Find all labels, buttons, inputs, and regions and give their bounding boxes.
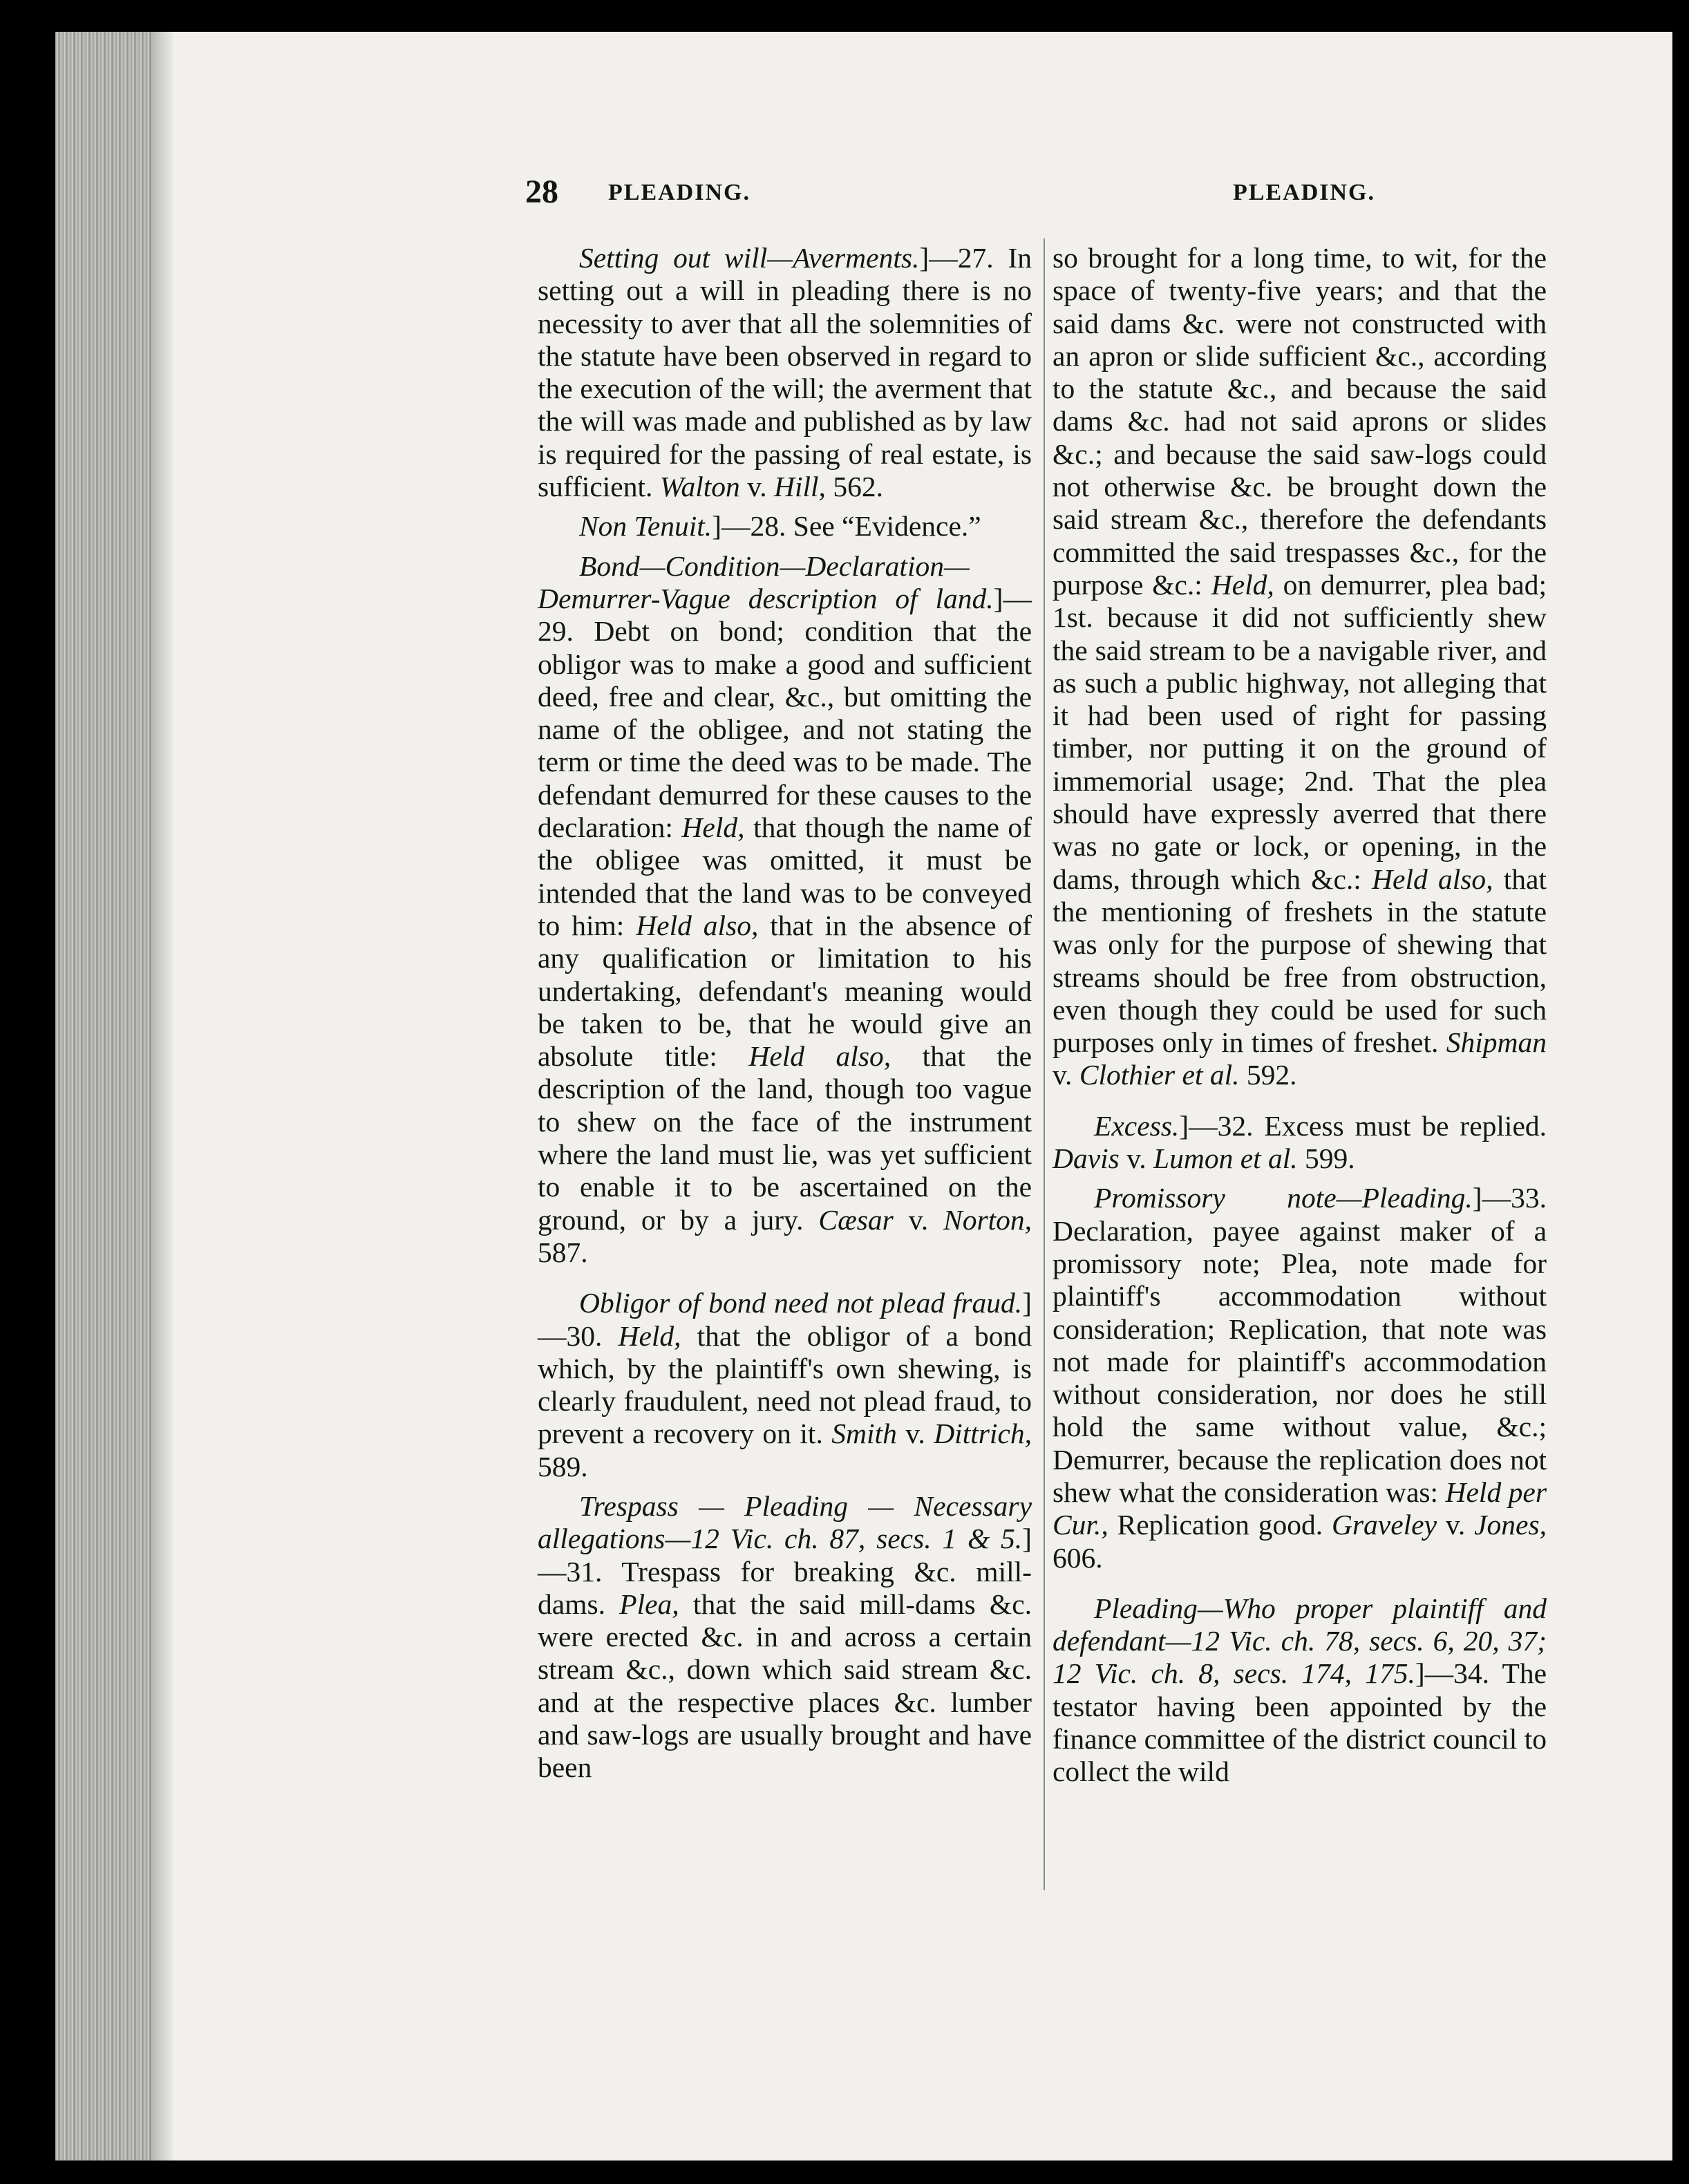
body-31b: that the said mill-dams &c. were erected &c. in and across a certain stream &c., down which said stream &c. and at the respective places &c. lumber and saw-logs are usually brought and have been (538, 1588, 1032, 1784)
paragraph-27 (538, 242, 1032, 503)
paragraph-34 (1053, 1592, 1547, 1789)
paragraph-31-continued (1053, 242, 1547, 1092)
body-32: ]—32. Excess must be replied. (1179, 1109, 1547, 1142)
heading-28: Non Tenuit. (579, 510, 713, 543)
heading-27: Setting out will—Averments. (579, 242, 920, 274)
body-30a: ]—30. (538, 1287, 1032, 1352)
case-name-b: Dittrich, (934, 1418, 1032, 1450)
page-edge-stack (55, 32, 152, 2161)
body-31c: so brought for a long time, to wit, for the space of twenty-five years; and that the said dams &c. were not constructed with an apron or slide sufficient &c., according to the statute &c., and because the said dams &c. had not said aprons or slides &c.; and because the said saw-logs could not otherwise &c. be brought down the said stream &c., therefore the defendants committed the said trespasses &c., for the purpose &c.: (1053, 242, 1547, 601)
case-name-b: Jones, (1474, 1509, 1547, 1541)
held-29-3: Held also, (748, 1040, 891, 1073)
held-31-1: Held, (1211, 568, 1274, 601)
body-29b: that though the name of the obligee was omitted, it must be intended that the land was to be conveyed to him: (538, 811, 1032, 941)
case-name-b: Hill, (774, 471, 826, 503)
case-v: v. (1053, 1059, 1079, 1091)
body-31a: ]—31. Trespass for breaking &c. mill-dams. (538, 1523, 1032, 1620)
body-31e: that the mentioning of freshets in the statute was only for the purpose of shewing that streams should be free from obstruction, even though they could be used for such purposes only in times of freshet. (1053, 863, 1547, 1059)
heading-29: Bond—Condition—Declaration—Demurrer-Vague description of land. (538, 549, 994, 614)
case-page: 589. (538, 1450, 588, 1482)
held-30: Held, (618, 1319, 681, 1352)
case-name-b: Norton, (943, 1203, 1032, 1236)
case-page: 592. (1239, 1059, 1297, 1091)
case-name-a: Davis (1053, 1142, 1120, 1175)
held-31-2: Held also, (1372, 863, 1493, 895)
case-page: 606. (1053, 1541, 1103, 1574)
case-v: v. (1119, 1142, 1154, 1175)
case-name-a: Shipman (1446, 1026, 1547, 1059)
body-28: ]—28. See “Evidence.” (712, 510, 981, 543)
body-27: ]—27. In setting out a will in pleading there is no necessity to aver that all the solemnities of the statute have been observed in regard to the execution of the will; the averment that the will was made and published as by law is required for the passing of real estate, is sufficient. (538, 242, 1032, 503)
page-number: 28 (525, 173, 558, 210)
running-head-right: PLEADING. (1233, 180, 1375, 205)
case-name-a: Smith (831, 1418, 897, 1450)
scan-border (1672, 0, 1689, 2184)
body-33: ]—33. Declaration, payee against maker of a promissory note; Plea, note made for plaintiff's accommodation without consideration; Replication, that note was not made for plaintiff's accommodation without consideration, nor does he still hold the same without value, &c.; Demurrer, because the replication does not shew what the consideration was: (1053, 1182, 1547, 1508)
case-name-a: Walton (659, 471, 740, 503)
plea-31: Plea, (619, 1588, 679, 1620)
paragraph-33 (1053, 1182, 1547, 1574)
column-rule (1044, 238, 1045, 1890)
right-column (1053, 242, 1547, 1796)
body-29c: that in the absence of any qualification or limitation to his undertaking, defendant's meaning would be taken to be, that he would give an absolute title: (538, 909, 1032, 1073)
body-30b: that the obligor of a bond which, by the plaintiff's own shewing, is clearly fraudulent, need not plead fraud, to prevent a recovery on it. (538, 1319, 1032, 1450)
held-33: Held per Cur., (1053, 1476, 1547, 1541)
paragraph-32 (1053, 1110, 1547, 1176)
case-name-a: Cæsar (818, 1203, 894, 1236)
paragraph-28 (538, 510, 1032, 543)
case-name-b: Clothier et al. (1079, 1059, 1240, 1091)
heading-34: Pleading—Who proper plaintiff and defendant—12 Vic. ch. 78, secs. 6, 20, 37; 12 Vic. ch. 8, secs. 174, 175. (1053, 1592, 1547, 1690)
body-29a: ]—29. Debt on bond; condition that the obligor was to make a good and sufficient deed, free and clear, &c., but omitting the name of the obligee, and not stating the term or time the deed was to be made. The defendant demurred for these causes to the declaration: (538, 582, 1032, 844)
heading-33: Promissory note—Pleading. (1094, 1182, 1473, 1214)
running-head-left: PLEADING. (608, 180, 751, 205)
case-v: v. (896, 1418, 934, 1450)
body-31d: on demurrer, plea bad; 1st. because it did not sufficiently shew the said stream to be a navigable river, and as such a public highway, not alleging that it had been used of right for passing timber, nor putting it on the ground of immemorial usage; 2nd. That the plea should have expressly averred that there was no gate or lock, or opening, in the dams, through which &c.: (1053, 568, 1547, 895)
case-v: v. (893, 1203, 944, 1236)
case-page: 599. (1297, 1142, 1355, 1175)
body-29d: that the description of the land, though too vague to shew on the face of the instrument where the land must lie, was yet sufficient to enable it to be ascertained on the ground, or by a jury. (538, 1040, 1032, 1236)
held-29-2: Held also, (636, 909, 759, 941)
heading-32: Excess. (1094, 1109, 1180, 1142)
body-33b: Replication good. (1108, 1509, 1323, 1541)
case-page: 562. (825, 471, 883, 503)
case-v: v. (739, 471, 774, 503)
heading-30: Obligor of bond need not plead fraud. (579, 1287, 1023, 1319)
heading-31: Trespass — Pleading — Necessary allegations—12 Vic. ch. 87, secs. 1 & 5. (538, 1489, 1032, 1555)
paragraph-31 (538, 1490, 1032, 1785)
case-v: v. (1437, 1509, 1475, 1541)
case-name-a: Graveley (1331, 1509, 1437, 1541)
paragraph-29 (538, 550, 1032, 1270)
page-header (525, 173, 1375, 214)
case-page: 587. (538, 1236, 588, 1268)
page-edge-shadow (152, 32, 173, 2161)
left-column (538, 242, 1032, 1791)
case-name-b: Lumon et al. (1153, 1142, 1298, 1175)
paragraph-30 (538, 1287, 1032, 1483)
held-29-1: Held, (681, 811, 745, 844)
body-34: ]—34. The testator having been appointed by the finance committee of the district council to collect the wild (1053, 1657, 1547, 1788)
